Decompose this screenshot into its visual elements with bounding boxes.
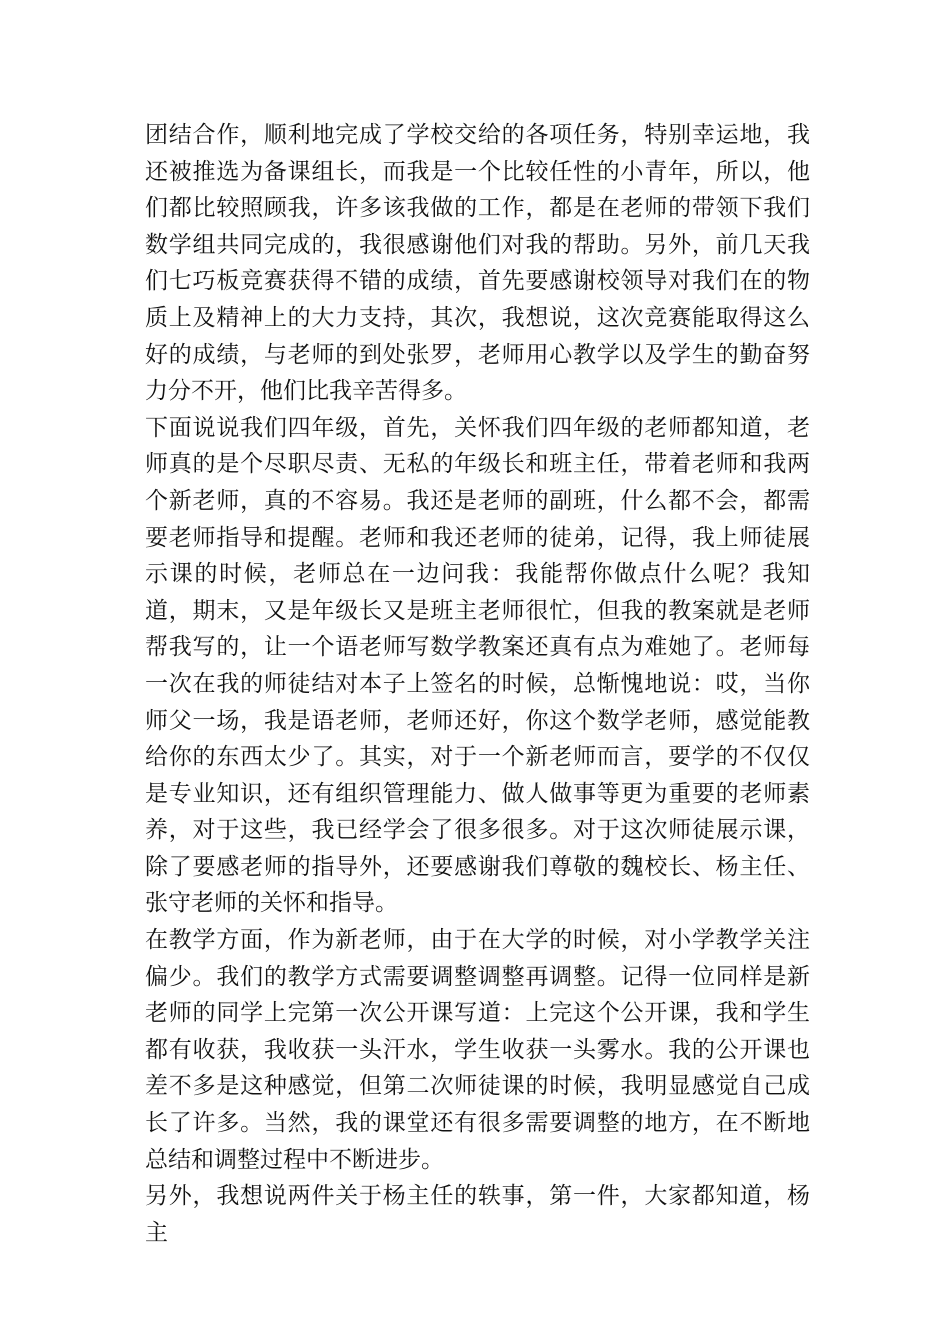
document-body <box>145 117 810 1251</box>
paragraph-4: 另外，我想说两件关于杨主任的轶事，第一件，大家都知道，杨主 <box>145 1183 810 1246</box>
paragraph-1: 团结合作，顺利地完成了学校交给的各项任务，特别幸运地，我还被推选为备课组长，而我是一个比较任性的小青年，所以，他们都比较照顾我，许多该我做的工作，都是在老师的带领下我们数学组共同完成的，我很感谢他们对我的帮助。另外，前几天我们七巧板竞赛获得不错的成绩，首先要感谢校领导对我们在的物质上及精神上的大力支持，其次，我想说，这次竞赛能取得这么好的成绩，与老师的到处张罗，老师用心教学以及学生的勤奋努力分不开，他们比我辛苦得多。 <box>145 122 810 405</box>
paragraph-2: 下面说说我们四年级，首先，关怀我们四年级的老师都知道，老师真的是个尽职尽责、无私的年级长和班主任，带着老师和我两个新老师，真的不容易。我还是老师的副班，什么都不会，都需要老师指导和提醒。老师和我还老师的徒弟，记得，我上师徒展示课的时候，老师总在一边问我：我能帮你做点什么呢？我知道，期末，又是年级长又是班主老师很忙，但我的教案就是老师帮我写的，让一个语老师写数学教案还真有点为难她了。老师每一次在我的师徒结对本子上签名的时候，总惭愧地说：哎，当你师父一场，我是语老师，老师还好，你这个数学老师，感觉能教给你的东西太少了。其实，对于一个新老师而言，要学的不仅仅是专业知识，还有组织管理能力、做人做事等更为重要的老师素养，对于这些，我已经学会了很多很多。对于这次师徒展示课，除了要感老师的指导外，还要感谢我们尊敬的魏校长、杨主任、张守老师的关怀和指导。 <box>145 414 810 917</box>
paragraph-3: 在教学方面，作为新老师，由于在大学的时候，对小学教学关注偏少。我们的教学方式需要调整调整再调整。记得一位同样是新老师的同学上完第一次公开课写道：上完这个公开课，我和学生都有收获，我收获一头汗水，学生收获一头雾水。我的公开课也差不多是这种感觉，但第二次师徒课的时候，我明显感觉自己成长了许多。当然，我的课堂还有很多需要调整的地方，在不断地总结和调整过程中不断进步。 <box>145 927 810 1173</box>
